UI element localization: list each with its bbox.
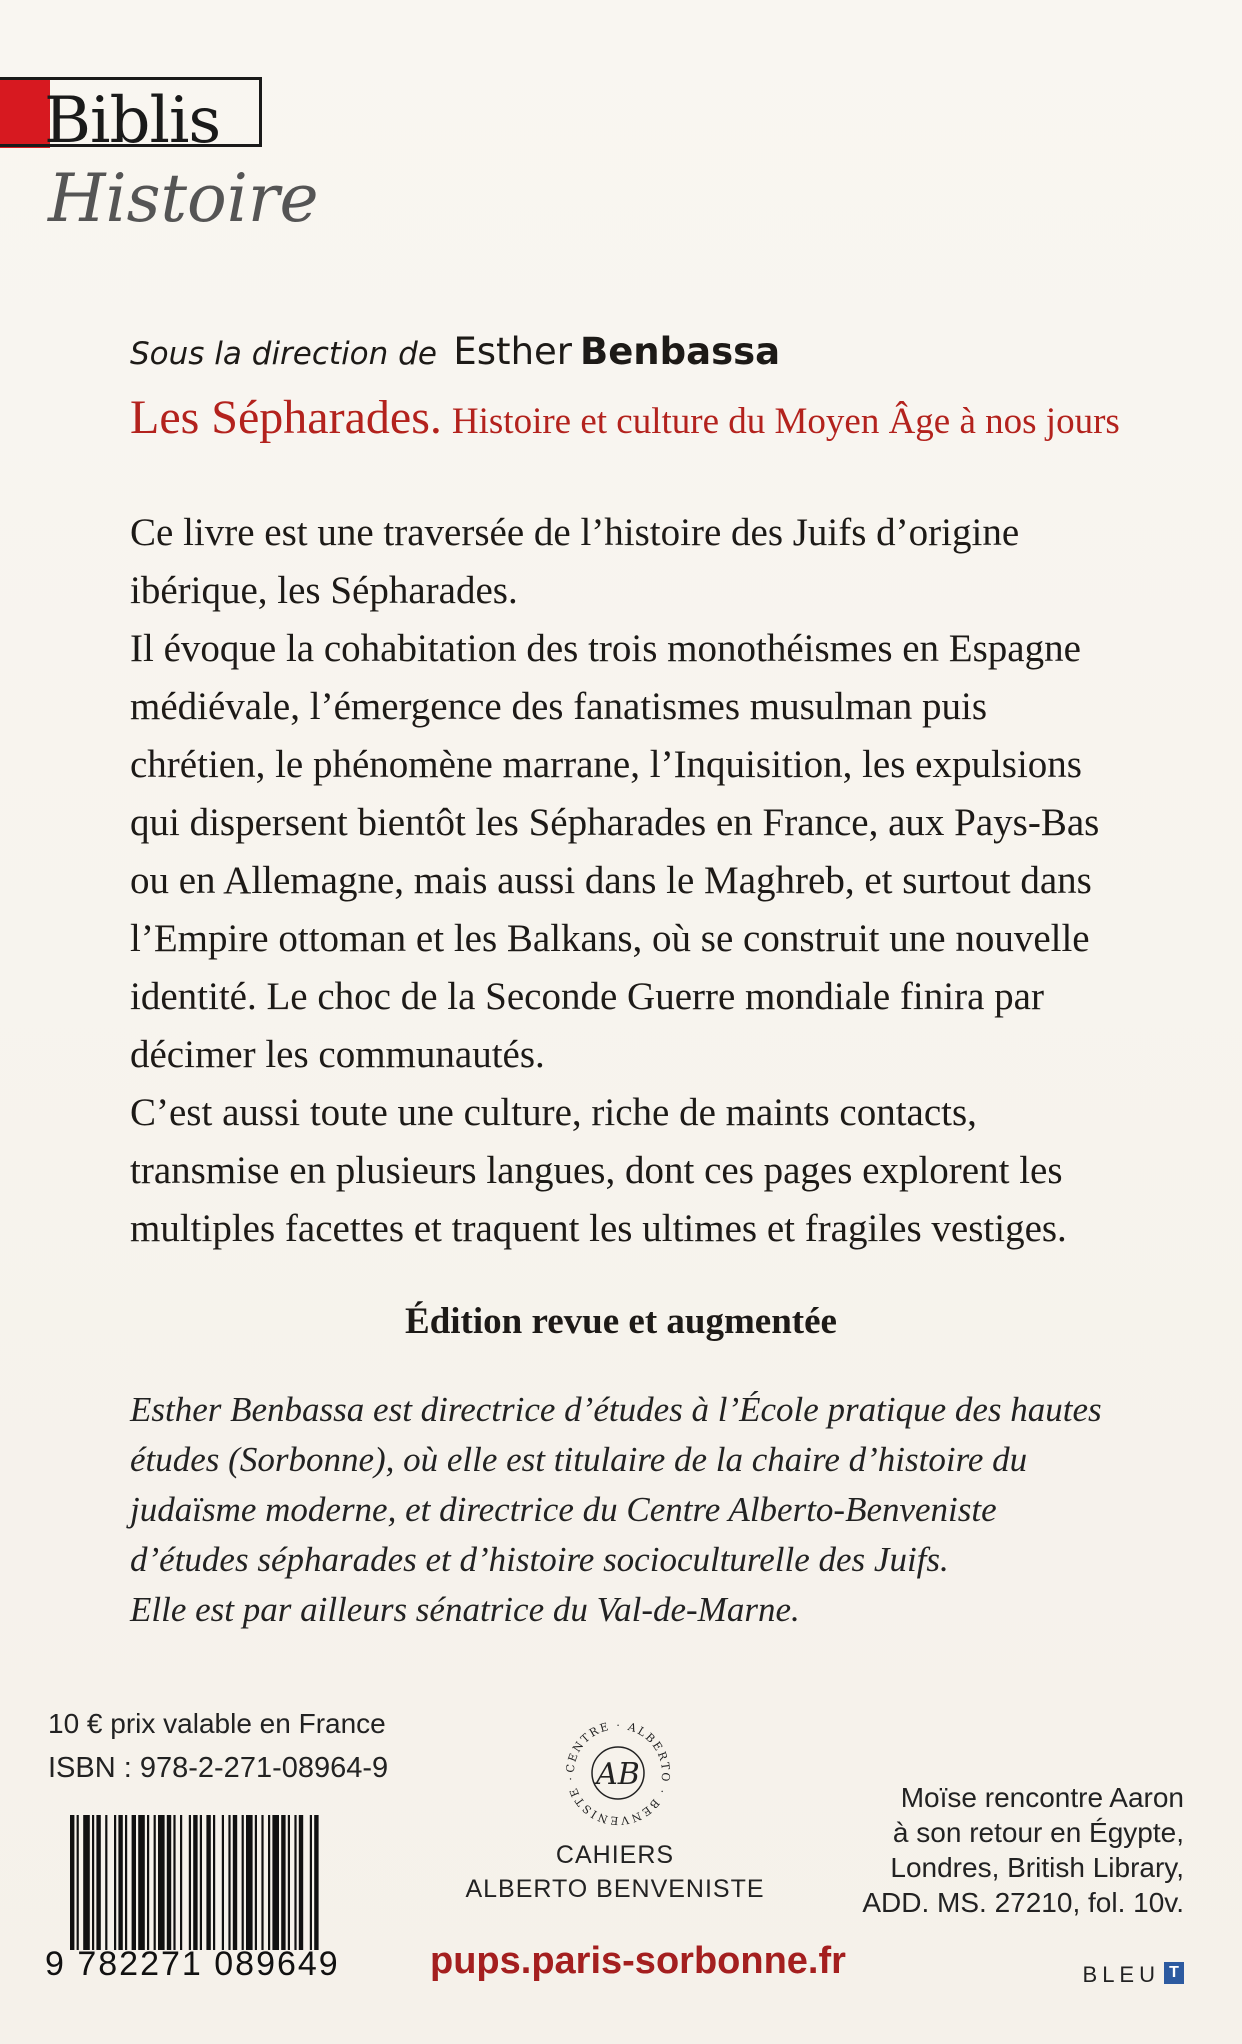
isbn-label: ISBN : 978-2-271-08964-9: [48, 1752, 389, 1784]
cover-image-credit: [784, 1780, 1184, 1920]
summary-paragraph: Il évoque la cohabitation des trois monothéismes en Espagne médiévale, l’émergence des fanatismes musulman puis chrétien, le phénomène marrane, l’Inquisition, les expulsions qui dispersent bientôt les Sépharades en France, aux Pays-Bas ou en Allemagne, mais aussi dans le Maghreb, et surtout dans l’Empire ottoman et les Balkans, où se construit une nouvelle identité. Le choc de la Seconde Guerre mondiale finira par décimer les communautés.: [130, 627, 1100, 1076]
book-title: [130, 390, 1120, 445]
author-bio: [130, 1385, 1170, 1635]
credit-line: Moïse rencontre Aaron: [900, 1782, 1184, 1813]
barcode-image: [70, 1815, 390, 1950]
credit-line: à son retour en Égypte,: [892, 1817, 1184, 1848]
summary-paragraph: Ce livre est une traversée de l’histoire des Juifs d’origine ibérique, les Sépharades.: [130, 511, 1020, 612]
summary-text: [130, 504, 1130, 1258]
author-first-name: Esther: [453, 330, 572, 373]
graphic-design-credit: [1083, 1962, 1184, 1988]
author-last-name: Benbassa: [580, 330, 781, 373]
direction-label: Sous la direction de: [130, 336, 437, 372]
book-title-subtitle: Histoire et culture du Moyen Âge à nos jours: [451, 401, 1120, 442]
cahiers-line: CAHIERS: [555, 1841, 675, 1869]
credit-line: Londres, British Library,: [890, 1852, 1184, 1883]
bio-line: Elle est par ailleurs sénatrice du Val-de-Marne.: [130, 1590, 800, 1629]
publisher-collection: [445, 1838, 785, 1906]
publisher-seal-icon: [560, 1715, 676, 1831]
bleu-label: BLEU: [1082, 1962, 1160, 1987]
seal-ring-text: CENTRE · ALBERTO · BENVENISTE ·: [563, 1718, 673, 1828]
barcode-digits: 9 782271 089649: [45, 1945, 340, 1983]
seal-monogram: AB: [596, 1757, 640, 1792]
bio-line: études (Sorbonne), où elle est titulaire de la chaire d’histoire du: [130, 1440, 1028, 1479]
editor-line: [130, 330, 780, 373]
series-logo-name: Biblis: [44, 84, 221, 158]
series-logo-subtitle: Histoire: [48, 160, 319, 237]
bleu-mark: T: [1164, 1962, 1184, 1984]
edition-note: Édition revue et augmentée: [405, 1301, 837, 1342]
bio-line: judaïsme moderne, et directrice du Centre Alberto-Benveniste: [130, 1490, 997, 1529]
credit-line: ADD. MS. 27210, fol. 10v.: [862, 1887, 1184, 1918]
publisher-website: pups.paris-sorbonne.fr: [430, 1940, 846, 1982]
book-title-main: Les Sépharades.: [130, 391, 442, 444]
summary-paragraph: C’est aussi toute une culture, riche de maints contacts, transmise en plusieurs langues, dont ces pages explorent les multiples facettes et traquent les ultimes et fragiles vestiges.: [130, 1091, 1067, 1250]
bio-line: Esther Benbassa est directrice d’études à l’École pratique des hautes: [130, 1390, 1102, 1429]
bio-line: d’études sépharades et d’histoire socioculturelle des Juifs.: [130, 1540, 949, 1579]
cahiers-line: ALBERTO BENVENISTE: [465, 1875, 765, 1903]
price-label: 10 € prix valable en France: [48, 1708, 386, 1739]
